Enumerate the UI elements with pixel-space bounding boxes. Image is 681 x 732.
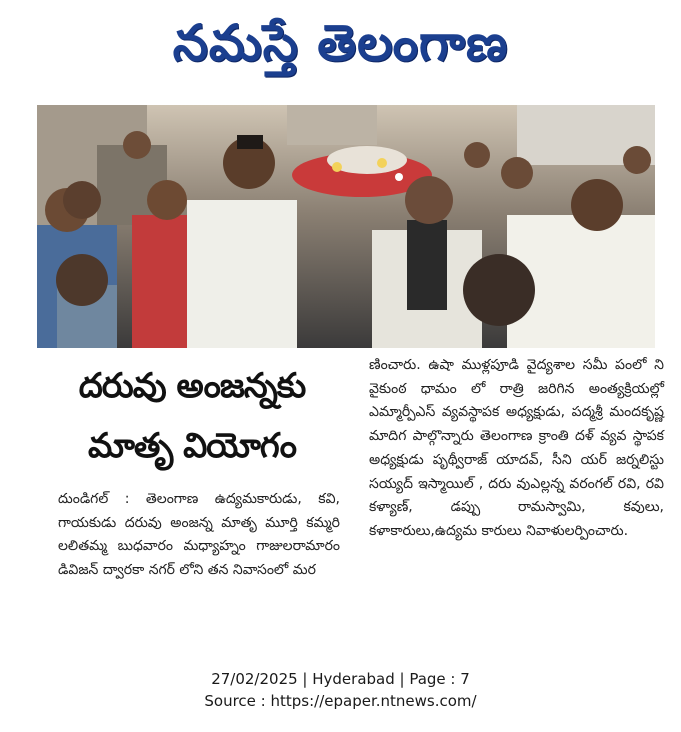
newspaper-logo: నమస్తే తెలంగాణ [172, 14, 509, 72]
masthead [0, 0, 681, 92]
article-right-column: ణించారు. ఉషా ముళ్లపూడి వైద్యశాల సమీ పంలో ని వైకుంఠ ధామం లో రాత్రి జరిగిన అంత్యక్రియల్లో ఎమ్మార్పీఎస్ వ్యవస్థాపక అధ్యక్షుడు, పద్మశ్రీ మందకృష్ణ మాదిగ పాల్గొన్నారు తెలంగాణ క్రాంతి దళ్ వ్యవ స్థాపక అధ్యక్షుడు పృథ్వీరాజ్ యాదవ్, సీని యర్ జర్నలిస్టు సయ్యద్ ఇస్మాయిల్ , దరు వుఎల్లన్న వరంగల్ రవి, రవి కళ్యాణ్, డప్పు రామస్వామి, కవులు, కళాకారులు,ఉద్యమ కారులు నివాళులర్పించారు. [369, 357, 664, 539]
footer-date-edition: 27/02/2025 | Hyderabad | Page : 7 [211, 670, 470, 688]
headline-line-1: దరువు అంజన్నకు [78, 366, 306, 406]
news-photo [37, 105, 655, 348]
headline-line-2: మాతృ వియోగం [88, 426, 296, 466]
article-left-column: దుండిగల్ : తెలంగాణ ఉద్యమకారుడు, కవి, గాయకుడు దరువు అంజన్న మాతృ మూర్తి కమ్మరి లలితమ్మ బుధవారం మధ్యాహ్నం గాజులరామారం డివిజన్ ద్వారకా నగర్ లోని తన నివాసంలో మర [58, 491, 340, 579]
footer-source[interactable]: Source : https://epaper.ntnews.com/ [204, 692, 477, 710]
